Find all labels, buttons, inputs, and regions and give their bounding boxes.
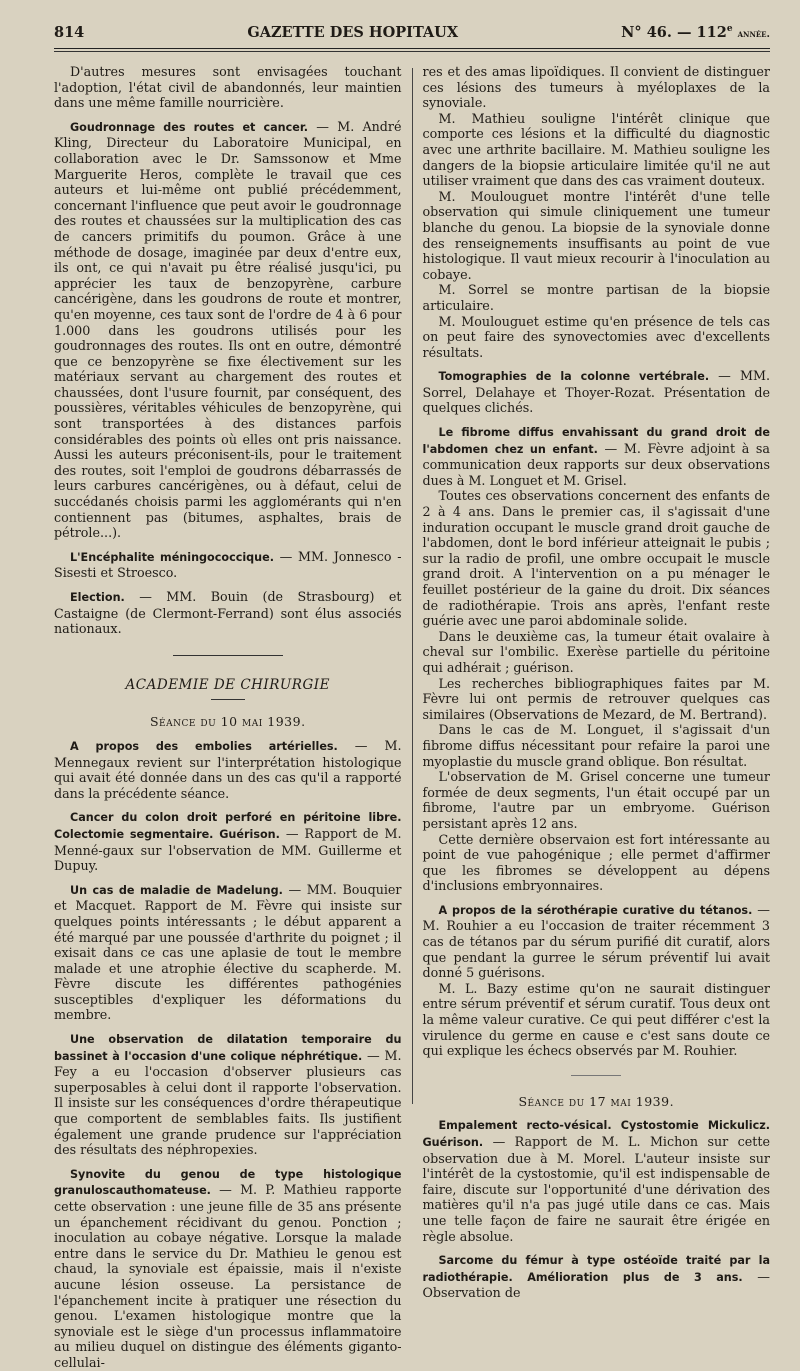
article-synovite: Synovite du genou de type histologique granuloscauthomateuse. — M. P. Mathieu rapporte cette observation : une jeune fille de 35 ans présente un épanchement récidivant du genou. Ponction ; inoculation au cobaye négative. Lorsque la malade entre dans le service du Dr. Mathieu le genou est chaud, la synoviale est épaissie, mais il n'existe aucune lésion osseuse. La persistance de l'épanchement incite à pratiquer une résection du genou. L'examen histologique montre que la synoviale est le siège d'un processus inflammatoire au milieu duquel on distingue des éléments giganto-cellulai- bbox=[54, 1167, 402, 1370]
paragraph: res et des amas lipoïdiques. Il convient de distinguer ces lésions des tumeurs à myéloplaxes de la synoviale. bbox=[422, 64, 770, 111]
page-number: 814 bbox=[54, 24, 85, 41]
paragraph: M. L. Bazy estime qu'on ne saurait distinguer entre sérum préventif et sérum curatif. Tous deux ont la même valeur curative. Ce qui peut différer c'est la virulence du germe en cause e c'est sans doute ce qui explique les échecs observés par M. Rouhier. bbox=[422, 980, 770, 1059]
section-title: ACADEMIE DE CHIRURGIE bbox=[125, 676, 330, 693]
paragraph: M. Mathieu souligne l'intérêt clinique que comporte ces lésions et la difficulté du diagnostic avec une arthrite bacillaire. M. Mathieu souligne les dangers de la biopsie articulaire limitée qu'il ne aut utiliser vraiment que dans des cas vraiment douteux. bbox=[422, 110, 770, 189]
paragraph: M. Moulouguet montre l'intérêt d'une telle observation qui simule cliniquement une tumeur blanche du genou. La biopsie de la synoviale donne des renseignements insuffisants au point de vue histologique. Il vaut mieux recourir à l'inoculation au cobaye. bbox=[422, 188, 770, 282]
journal-title: GAZETTE DES HOPITAUX bbox=[247, 24, 459, 41]
header-rule bbox=[54, 48, 770, 49]
issue-info: N° 46. — 112e année. bbox=[621, 24, 770, 41]
right-column bbox=[413, 64, 771, 1301]
article-election: Election. — MM. Bouin (de Strasbourg) et Castaigne (de Clermont-Ferrand) sont élus associés nationaux. bbox=[54, 589, 402, 637]
article-embolies: A propos des embolies artérielles. — M. Mennegaux revient sur l'interprétation histologique qui avait été donnée dans un des cas qu'il a rapporté dans la précédente séance. bbox=[54, 737, 402, 801]
two-column-body bbox=[54, 64, 770, 1370]
article-cancer-colon: Cancer du colon droit perforé en péritoine libre. Colectomie segmentaire. Guérison. — Rapport de M. Menné-gaux sur l'observation de MM. Guillerme et Dupuy. bbox=[54, 811, 402, 874]
paragraph: D'autres mesures sont envisagées touchant l'adoption, l'état civil de abandonnés, leur maintien dans une même famille nourricière. bbox=[54, 64, 402, 111]
article-madelung: Un cas de maladie de Madelung. — MM. Bouquier et Macquet. Rapport de M. Fèvre qui insiste sur quelques points intéressants ; le début apparent a été marqué par une poussée d'arthrite du poignet ; il exisait dans ce cas une aplasie de tout le membre malade et une atrophie élective du scapherde. M. Fèvre discute les différentes pathogénies susceptibles d'expliquer les déformations du membre. bbox=[54, 881, 402, 1023]
article-tetanos: A propos de la sérothérapie curative du tétanos. — M. Rouhier a eu l'occasion de traiter récemment 3 cas de tétanos par du sérum purifié dit curatif, alors que pendant la gurree le sérum préventif lui avait donné 5 guérisons. bbox=[422, 901, 770, 981]
article-tomographies: Tomographies de la colonne vertébrale. — MM. Sorrel, Delahaye et Thoyer-Rozat. Présentation de quelques clichés. bbox=[422, 368, 770, 416]
paragraph: M. Moulouguet estime qu'en présence de tels cas on peut faire des synovectomies avec d'excellents résultats. bbox=[422, 313, 770, 360]
header-rule-thin bbox=[54, 51, 770, 52]
left-column bbox=[54, 64, 412, 1370]
paragraph: Dans le deuxième cas, la tumeur était ovalaire à cheval sur l'ombilic. Exerèse partielle du péritoine qui adhérait ; guérison. bbox=[422, 628, 770, 675]
article-bassinet: Une observation de dilatation temporaire du bassinet à l'occasion d'une colique néphrétique. — M. Fey a eu l'occasion d'observer plusieurs cas superposables à celui dont il rapporte l'observation. Il insiste sur les conséquences d'ordre thérapeutique que comportent de semblables faits. Ils justifient également une grande prudence sur l'appréciation des résultats des néphropexies. bbox=[54, 1033, 402, 1158]
seance-date: Séance du 10 mai 1939. bbox=[149, 714, 306, 730]
page-header bbox=[54, 24, 770, 44]
paragraph: Cette dernière observaion est fort intéressante au point de vue pahogénique ; elle permet d'affirmer que les fibromes se développent au dépens d'inclusions embryonnaires. bbox=[422, 831, 770, 894]
paragraph: Toutes ces observations concernent des enfants de 2 à 4 ans. Dans le premier cas, il s'agissait d'une induration occupant le muscle grand droit gauche de l'abdomen, dont le bord inférieur atteignait le pubis ; sur la radio de profil, une ombre occupait le muscle grand droit. A l'intervention on a pu ménager le feuillet postérieur de la gaine du droit. Dix séances de radiothérapie. Trois ans après, l'enfant reste guérie avec une paroi abdominale solide. bbox=[422, 488, 770, 629]
section-rule bbox=[173, 655, 283, 656]
paragraph: L'observation de M. Grisel concerne une tumeur formée de deux segments, l'un était occupé par un fibrome, l'autre par un embryome. Guérison persistant après 12 ans. bbox=[422, 769, 770, 831]
article-encephalite: L'Encéphalite méningococcique. — MM. Jonnesco - Sisesti et Stroesco. bbox=[54, 548, 402, 581]
section-rule-small bbox=[571, 1075, 621, 1076]
article-empalement: Empalement recto-vésical. Cystostomie Mickulicz. Guérison. — Rapport de M. L. Michon sur cette observation due à M. Morel. L'auteur insiste sur l'intérêt de la cystostomie, qu'il est indispensable de faire, discute sur l'opportunité d'une dérivation des matières qu'il n'a pas jugé utile dans ce cas. Mais une telle façon de faire ne saurait être érigée en règle absolue. bbox=[422, 1119, 770, 1244]
article-goudronnage: Goudronnage des routes et cancer. — M. André Kling, Directeur du Laboratoire Municipal, en collaboration avec le Dr. Samssonow et Mme Marguerite Heros, complète le travail que ces auteurs et lui-même ont publié précédemment, concernant l'influence que peut avoir le goudronnage des routes et chaussées sur la multiplication des cas de cancers primitifs du poumon. Grâce à une méthode de dosage, imaginée par deux d'entre eux, ils ont, ce qui n'avait pu être réalisé jusqu'ici, pu apprécier les taux de benzopyrène, carbure cancérigène, dans les goudrons de route et montrer, qu'en moyenne, ces taux sont de l'ordre de 4 à 6 pour 1.000 dans les goudrons utilisés pour les goudronnages des routes. Ils ont en outre, démontré que ce benzopyrène se fixe électivement sur les matériaux servant au chargement des routes et chaussées, dont l'usure fournit, par conséquent, des poussières, véritables véhicules de benzopyrène, qui sont transportées à des distances parfois considérables des points où elles ont pris naissance. Aussi les auteurs préconisent-ils, pour le traitement des routes, soit l'emploi de goudrons débarrassés de leurs carbures cancérigènes, ou à défaut, celui de succédanés choisis parmi les agglomérants qui n'en contiennent pas (bitumes, asphaltes, brais de pétrole...). bbox=[54, 118, 402, 541]
paragraph: Les recherches bibliographiques faites par M. Fèvre lui ont permis de retrouver quelques cas similaires (Observations de Mezard, de M. Bertrand). bbox=[422, 675, 770, 722]
article-sarcome: Sarcome du fémur à type ostéoïde traité par la radiothérapie. Amélioration plus de 3 ans. — Observation de bbox=[422, 1254, 770, 1301]
paragraph: M. Sorrel se montre partisan de la biopsie articulaire. bbox=[422, 282, 770, 313]
paragraph: Dans le cas de M. Longuet, il s'agissait d'un fibrome diffus nécessitant pour refaire la paroi une myoplastie du muscle grand oblique. Bon résultat. bbox=[422, 722, 770, 769]
article-fibrome: Le fibrome diffus envahissant du grand droit de l'abdomen chez un enfant. — M. Fèvre adjoint à sa communication deux rapports sur deux observations dues à M. Longuet et M. Grisel. bbox=[422, 426, 770, 488]
seance-date: Séance du 17 mai 1939. bbox=[518, 1093, 675, 1109]
section-rule-small bbox=[211, 699, 245, 700]
